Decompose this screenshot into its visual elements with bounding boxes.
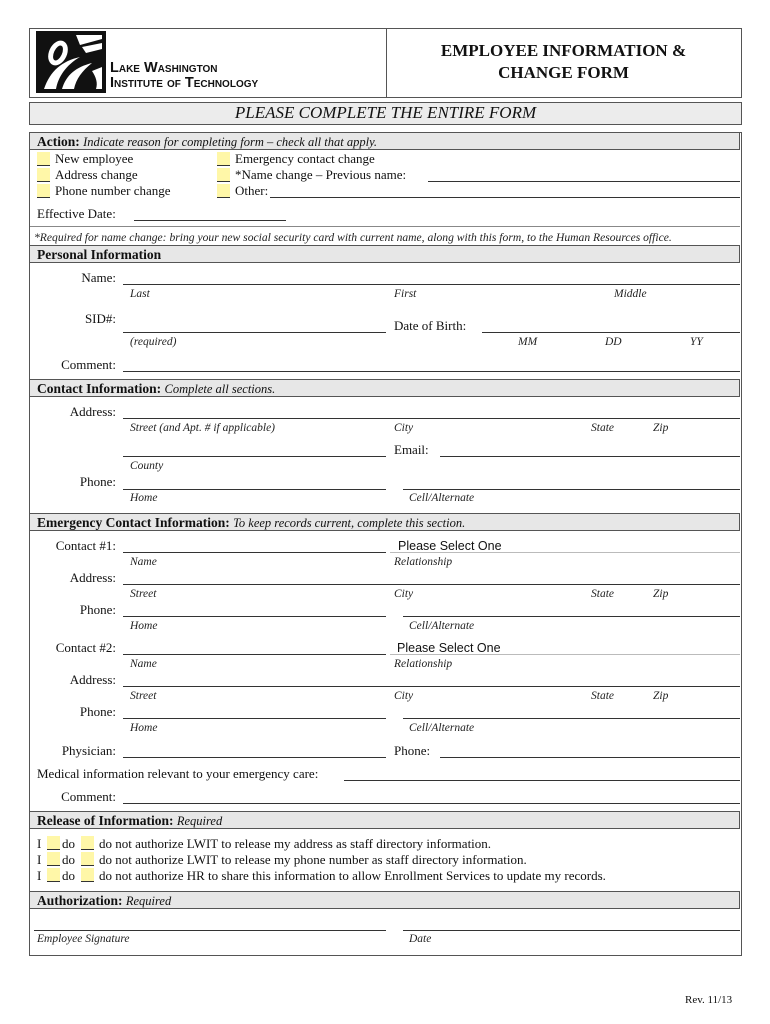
action-subtitle: Indicate reason for completing form – check all that apply. [83,135,378,149]
physician-field[interactable] [123,757,386,758]
email-field[interactable] [440,456,740,457]
address-sub-state: State [591,422,614,434]
emergency-subtitle: To keep records current, complete this section. [233,516,466,530]
release-subtitle: Required [176,814,223,828]
name-sub-middle: Middle [614,288,647,300]
authorization-title: Authorization: [37,893,123,908]
lwit-logo [36,31,296,93]
contact2-relationship-select[interactable]: Please Select One [397,641,501,655]
contact2-sub-state: State [591,690,614,702]
signature-field[interactable] [34,930,386,931]
release-do-label: do [62,852,75,867]
name-field[interactable] [123,284,740,285]
sid-sub: (required) [130,336,177,348]
signature-date-field[interactable] [403,930,740,931]
county-sub: County [130,460,164,472]
address-sub-street: Street (and Apt. # if applicable) [130,422,276,434]
contact1-relationship-line [390,552,740,553]
dob-field[interactable] [482,332,740,333]
authorization-subtitle: Required [125,894,172,908]
other-label: Other: [235,183,269,198]
contact2-cell-phone-field[interactable] [403,718,740,719]
action-header [29,132,740,150]
release-row-3 [37,868,606,883]
home-phone-field[interactable] [123,489,386,490]
emergency-comment-label: Comment: [61,789,116,804]
name-sub-first: First [394,288,417,300]
contact2-sub-city: City [394,690,414,702]
form-title [387,40,740,84]
release2-text: do not authorize LWIT to release my phone number as staff directory information. [99,852,527,867]
personal-comment-field[interactable] [123,371,740,372]
release3-donot-checkbox[interactable] [81,868,94,882]
other-field[interactable] [270,197,740,198]
release-prefix: I [37,868,42,883]
logo-line2: Institute of Technology [110,75,259,91]
dob-label: Date of Birth: [394,318,467,333]
personal-header [29,245,740,263]
contact2-sub-cell: Cell/Alternate [409,722,475,734]
contact2-address-label: Address: [69,672,116,687]
contact1-relationship-select[interactable]: Please Select One [398,539,502,553]
contact-address-field[interactable] [123,418,740,419]
address-sub-city: City [394,422,414,434]
contact1-sub-cell: Cell/Alternate [409,620,475,632]
contact-phone-label: Phone: [79,474,116,489]
release-row-1 [37,836,492,851]
release-prefix: I [37,852,42,867]
contact1-sub-zip: Zip [653,588,669,600]
sid-label: SID#: [84,311,116,326]
county-field[interactable] [123,456,386,457]
action-title: Action: [37,134,80,149]
release-do-label: do [62,836,75,851]
physician-phone-label: Phone: [394,743,431,758]
contact1-sub-home: Home [130,620,158,632]
contact2-relationship-sub: Relationship [394,658,453,670]
physician-phone-field[interactable] [440,757,740,758]
emergency-comment-field[interactable] [123,803,740,804]
signature-sub: Employee Signature [37,933,130,945]
contact2-home-phone-field[interactable] [123,718,386,719]
sid-field[interactable] [123,332,386,333]
contact2-address-field[interactable] [123,686,740,687]
contact-address-label: Address: [69,404,116,419]
contact1-phone-label: Phone: [79,602,116,617]
release-header [29,811,740,829]
instruction-text: PLEASE COMPLETE THE ENTIRE FORM [234,103,537,122]
personal-comment-label: Comment: [61,357,116,372]
contact1-sub-street: Street [130,588,157,600]
action-separator [29,226,740,227]
address-change-checkbox[interactable] [37,168,50,182]
release1-do-checkbox[interactable] [47,836,60,850]
dob-sub-dd: DD [605,336,622,348]
contact2-relationship-line [390,654,740,655]
medical-info-field[interactable] [344,780,740,781]
emergency-title: Emergency Contact Information: [37,515,230,530]
contact1-name-field[interactable] [123,552,386,553]
emergency-change-label: Emergency contact change [235,151,375,166]
address-sub-zip: Zip [653,422,669,434]
address-change-label: Address change [55,167,138,182]
release-title: Release of Information: [37,813,174,828]
previous-name-field[interactable] [428,181,740,182]
contact1-relationship-sub: Relationship [394,556,453,568]
contact2-sub-zip: Zip [653,690,669,702]
emergency-header [29,513,740,531]
release3-do-checkbox[interactable] [47,868,60,882]
medical-info-label: Medical information relevant to your emergency care: [37,766,319,781]
contact2-name-field[interactable] [123,654,386,655]
name-change-checkbox[interactable] [217,168,230,182]
contact2-sub-street: Street [130,690,157,702]
release2-donot-checkbox[interactable] [81,852,94,866]
effective-date-label: Effective Date: [37,206,116,221]
name-change-note: *Required for name change: bring your new social security card with current name, along with this form, to the Human Resources office. [34,231,672,244]
logo-text [110,61,258,91]
physician-label: Physician: [61,743,116,758]
contact1-sub-city: City [394,588,414,600]
contact2-name-sub: Name [130,658,157,670]
release-row-2 [37,852,527,867]
phone-change-checkbox[interactable] [37,184,50,198]
release1-text: do not authorize LWIT to release my address as staff directory information. [99,836,492,851]
email-label: Email: [394,442,429,457]
release-do-label: do [62,868,75,883]
release2-do-checkbox[interactable] [47,852,60,866]
name-sub-last: Last [130,288,150,300]
other-checkbox[interactable] [217,184,230,198]
contact1-address-field[interactable] [123,584,740,585]
release-prefix: I [37,836,42,851]
dob-sub-yy: YY [690,336,703,348]
revision-label: Rev. 11/13 [685,994,733,1006]
contact-subtitle: Complete all sections. [164,382,276,396]
contact2-label: Contact #2: [55,640,116,655]
contact1-sub-state: State [591,588,614,600]
phone-sub-home: Home [130,492,158,504]
contact1-address-label: Address: [69,570,116,585]
cell-phone-field[interactable] [403,489,740,490]
release3-text: do not authorize HR to share this information to allow Enrollment Services to update my records. [99,868,606,883]
phone-sub-cell: Cell/Alternate [409,492,475,504]
date-sub: Date [409,933,432,945]
phone-change-label: Phone number change [55,183,171,198]
logo-line1: Lake Washington [110,60,218,76]
contact1-home-phone-field[interactable] [123,616,386,617]
emergency-change-checkbox[interactable] [217,152,230,166]
contact-title: Contact Information: [37,381,162,396]
contact2-sub-home: Home [130,722,158,734]
form-title-line2: CHANGE FORM [498,63,629,82]
contact-header [29,379,740,397]
authorization-header [29,891,740,909]
name-label: Name: [81,270,116,285]
contact1-label: Contact #1: [55,538,116,553]
personal-title: Personal Information [37,247,162,262]
form-title-line1: EMPLOYEE INFORMATION & [440,41,687,60]
effective-date-field[interactable] [134,220,286,221]
logo-mark-icon [36,31,106,93]
contact1-name-sub: Name [130,556,157,568]
dob-sub-mm: MM [518,336,538,348]
release1-donot-checkbox[interactable] [81,836,94,850]
new-employee-label: New employee [55,151,134,166]
contact2-phone-label: Phone: [79,704,116,719]
new-employee-checkbox[interactable] [37,152,50,166]
name-change-label: *Name change – Previous name: [235,167,407,182]
contact1-cell-phone-field[interactable] [403,616,740,617]
